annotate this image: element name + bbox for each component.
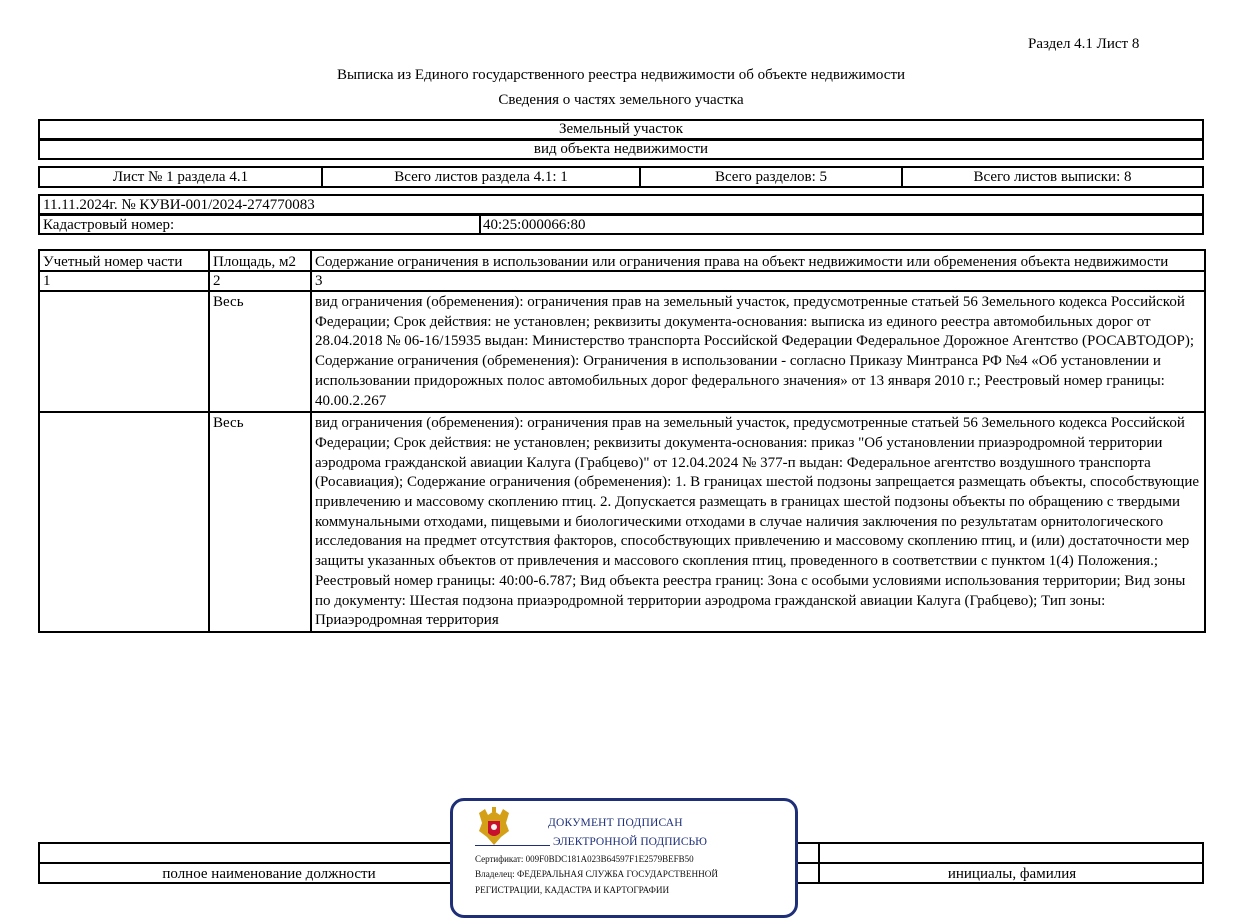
coat-of-arms-icon — [475, 807, 513, 847]
content-cell: вид ограничения (обременения): ограничения прав на земельный участок, предусмотренные статьей 56 Земельного кодекса Российской Федерации; Срок действия: не установлен; реквизиты документа-основания: выписка из единого реестра автомобильных дорог от 28.04.2018 № 06-16/15935 выдан: Министерство транспорта Российской Федерации Федеральное Дорожное Агентство (РОСАВТОДОР); Содержание ограничения (обременения): Ограничения в использовании - согласно Приказу Минтранса РФ №4 «Об установлении и использовании придорожных полос автомобильных дорог федерального значения» от 13 января 2010 г.; Реестровый номер границы: 40.00.2.267 — [311, 291, 1205, 412]
header-content: Содержание ограничения в использовании или ограничения права на объект недвижимости или обременения объекта недвижимости — [311, 250, 1205, 271]
divider — [475, 845, 550, 846]
object-type-row — [38, 119, 1204, 140]
certificate-owner: РЕГИСТРАЦИИ, КАДАСТРА И КАРТОГРАФИИ — [475, 885, 670, 895]
part-number-cell — [39, 291, 209, 412]
certificate-owner: Владелец: ФЕДЕРАЛЬНАЯ СЛУЖБА ГОСУДАРСТВЕННОЙ — [475, 869, 718, 879]
table-row — [39, 291, 1205, 412]
total-sheets: Всего листов выписки: 8 — [973, 169, 1132, 185]
column-number: 1 — [39, 271, 209, 291]
table-header-row — [39, 250, 1205, 271]
stamp-subtitle: ЭЛЕКТРОННОЙ ПОДПИСЬЮ — [553, 836, 707, 848]
total-sheets-section: Всего листов раздела 4.1: 1 — [394, 169, 568, 185]
name-label: инициалы, фамилия — [947, 866, 1077, 882]
header-part-number: Учетный номер части — [39, 250, 209, 271]
electronic-signature-stamp — [450, 798, 798, 918]
object-type-caption: вид объекта недвижимости — [533, 141, 709, 157]
sheet-reference: Раздел 4.1 Лист 8 — [1028, 36, 1140, 52]
column-numbers-row — [39, 271, 1205, 291]
header-area: Площадь, м2 — [209, 250, 311, 271]
part-number-cell — [39, 412, 209, 632]
divider — [479, 216, 481, 233]
content-cell: вид ограничения (обременения): ограничения прав на земельный участок, предусмотренные статьей 56 Земельного кодекса Российской Федерации; Срок действия: не установлен; реквизиты документа-основания: приказ "Об установлении приаэродромной территории аэродрома гражданской авиации Калуга (Грабцево)" от 12.04.2024 № 377-п выдан: Федеральное агентство воздушного транспорта (Росавиация); Содержание ограничения (обременения): 1. В границах шестой подзоны запрещается размещать объекты, способствующие привлечению и массовому скоплению птиц. 2. Допускается размещать в границах шестой подзоны объекты по обращению с твердыми коммунальными отходами, пищевыми и биологическими отходами в случае наличия заключения по результатам орнитологического исследования на предмет отсутствия факторов, способствующих привлечению и массовому скоплению птиц, и (или) достаточности мер защиты указанных объектов от привлечения и массового скопления птиц, проведенного в соответствии с пунктом 1(4) Положения.; Реестровый номер границы: 40:00-6.787; Вид объекта реестра границ: Зона с особыми условиями использования территории; Вид зоны по документу: Шестая подзона приаэродромной территории аэродрома гражданской авиации Калуга (Грабцево); Тип зоны: Приаэродромная территория — [311, 412, 1205, 632]
object-type: Земельный участок — [558, 121, 684, 137]
area-cell: Весь — [209, 291, 311, 412]
object-type-caption-row — [38, 139, 1204, 160]
certificate-number: Сертификат: 009F0BDC181A023B64597F1E2579BEFB50 — [475, 854, 694, 864]
stamp-title: ДОКУМЕНТ ПОДПИСАН — [548, 817, 683, 829]
cadastral-label: Кадастровый номер: — [43, 217, 175, 233]
document-reference: 11.11.2024г. № КУВИ-001/2024-274770083 — [43, 197, 315, 213]
table-row — [39, 412, 1205, 632]
cadastral-row — [38, 214, 1204, 235]
parts-table — [38, 249, 1206, 633]
cadastral-number: 40:25:000066:80 — [483, 217, 586, 233]
document-title: Выписка из Единого государственного реестра недвижимости об объекте недвижимости — [336, 67, 906, 83]
area-cell: Весь — [209, 412, 311, 632]
total-sections: Всего разделов: 5 — [714, 169, 828, 185]
document-subtitle: Сведения о частях земельного участка — [498, 92, 744, 108]
column-number: 3 — [311, 271, 1205, 291]
column-number: 2 — [209, 271, 311, 291]
position-label: полное наименование должности — [162, 866, 376, 882]
sheet-number: Лист № 1 раздела 4.1 — [112, 169, 249, 185]
document-reference-row — [38, 194, 1204, 215]
sheets-info-row — [38, 166, 1204, 188]
